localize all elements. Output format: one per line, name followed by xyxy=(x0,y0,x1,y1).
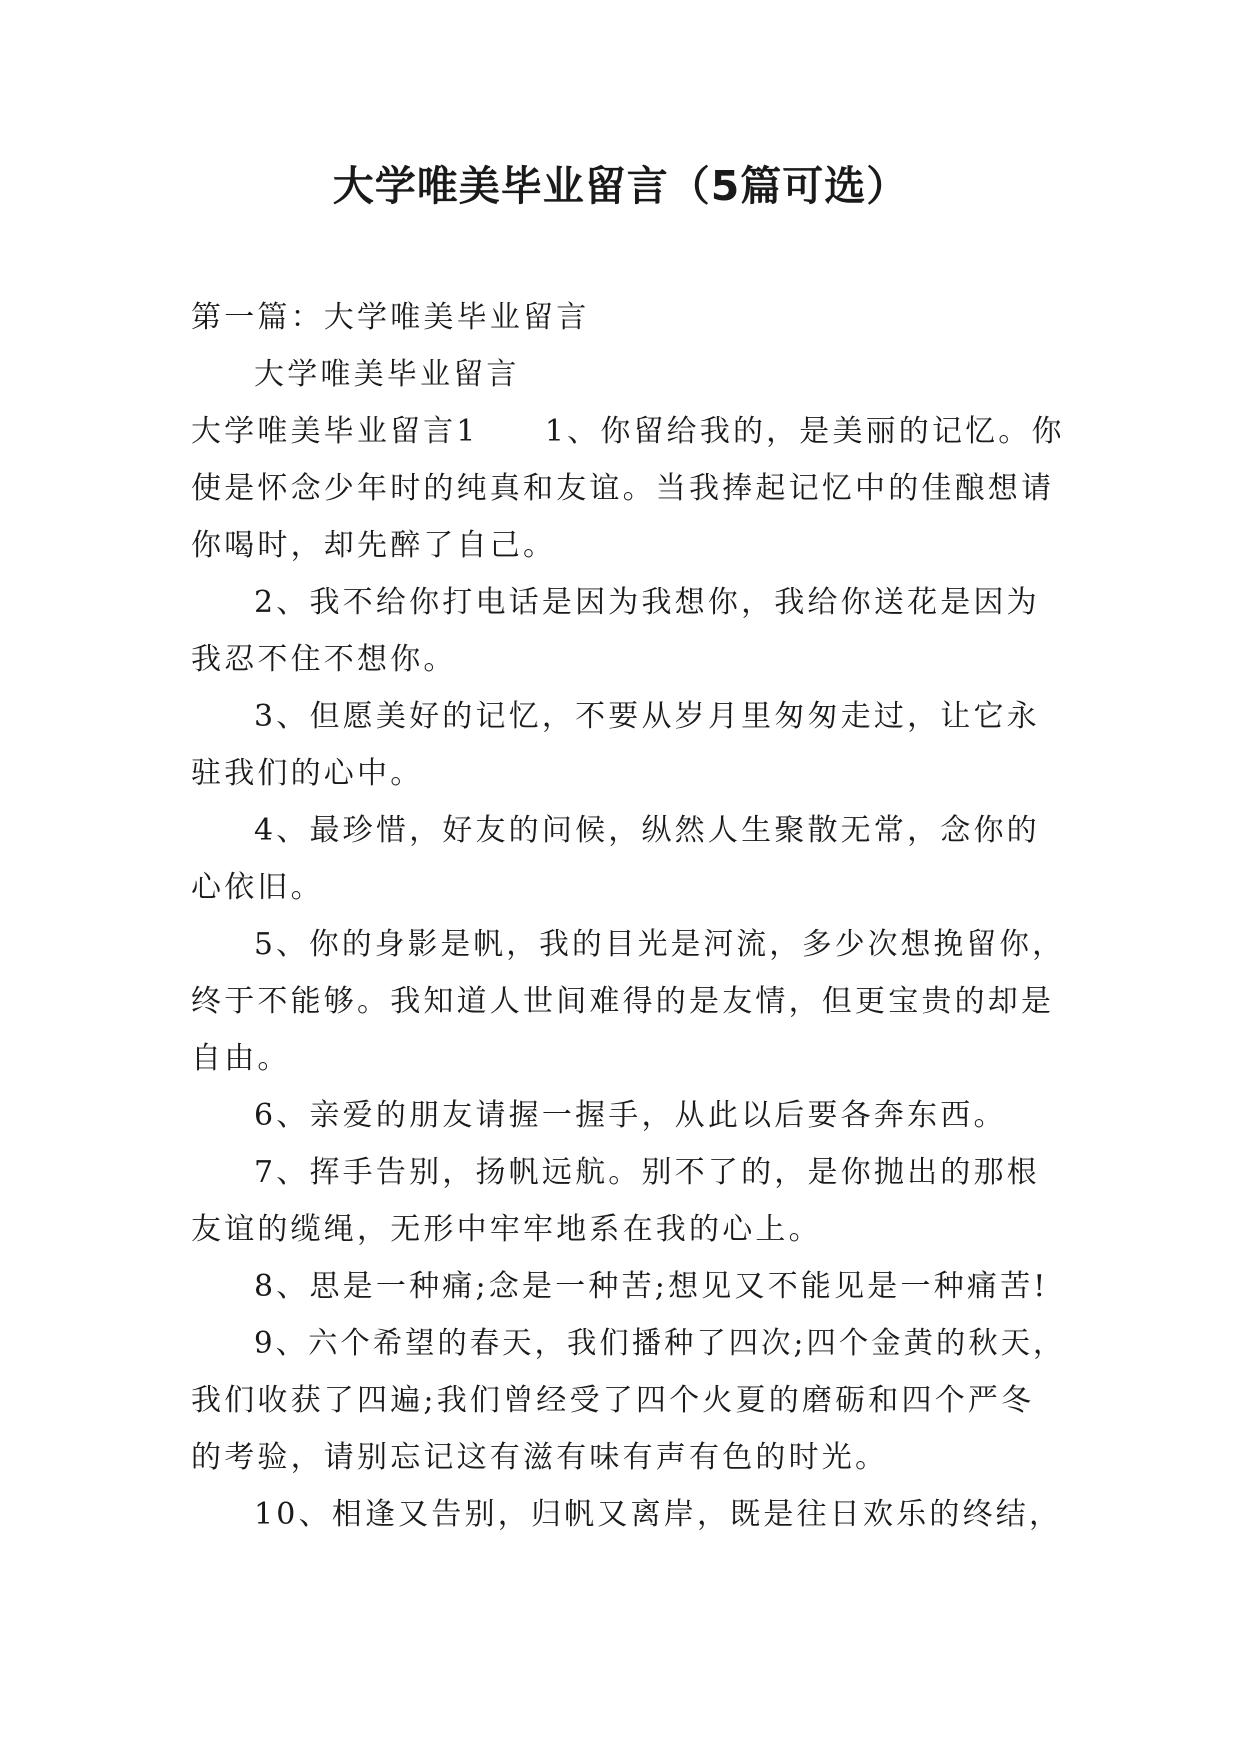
text-line: 9、六个希望的春天，我们播种了四次;四个金黄的秋天， xyxy=(254,1326,1066,1361)
text-line: 4、最珍惜，好友的问候，纵然人生聚散无常，念你的 xyxy=(254,813,1040,848)
text-line: 的考验，请别忘记这有滋有味有声有色的时光。 xyxy=(191,1440,889,1475)
text-line: 终于不能够。我知道人世间难得的是友情，但更宝贵的却是 xyxy=(191,984,1055,1019)
text-line: 自由。 xyxy=(191,1041,291,1076)
text-line: 使是怀念少年时的纯真和友谊。当我捧起记忆中的佳酿想请 xyxy=(191,471,1055,506)
text-line: 大学唯美毕业留言1 1、你留给我的，是美丽的记忆。你 xyxy=(191,414,1065,449)
text-line: 3、但愿美好的记忆，不要从岁月里匆匆走过，让它永 xyxy=(254,699,1040,734)
text-line: 你喝时，却先醉了自己。 xyxy=(191,528,557,563)
text-line: 6、亲爱的朋友请握一握手，从此以后要各奔东西。 xyxy=(254,1098,1007,1133)
text-line: 我们收获了四遍;我们曾经受了四个火夏的磨砺和四个严冬 xyxy=(191,1383,1035,1418)
text-line: 驻我们的心中。 xyxy=(191,756,424,791)
section-heading: 第一篇：大学唯美毕业留言 xyxy=(191,300,590,335)
text-line: 2、我不给你打电话是因为我想你，我给你送花是因为 xyxy=(254,585,1040,620)
text-line: 8、思是一种痛;念是一种苦;想见又不能见是一种痛苦! xyxy=(254,1269,1049,1304)
text-line: 心依旧。 xyxy=(191,870,324,905)
subheading: 大学唯美毕业留言 xyxy=(254,357,520,392)
document-title: 大学唯美毕业留言（5篇可选） xyxy=(332,162,909,210)
text-line: 我忍不住不想你。 xyxy=(191,642,457,677)
text-line: 10、相逢又告别，归帆又离岸，既是往日欢乐的终结， xyxy=(254,1497,1063,1532)
text-line: 友谊的缆绳，无形中牢牢地系在我的心上。 xyxy=(191,1212,822,1247)
text-line: 7、挥手告别，扬帆远航。别不了的，是你抛出的那根 xyxy=(254,1155,1040,1190)
text-line: 5、你的身影是帆，我的目光是河流，多少次想挽留你， xyxy=(254,927,1066,962)
